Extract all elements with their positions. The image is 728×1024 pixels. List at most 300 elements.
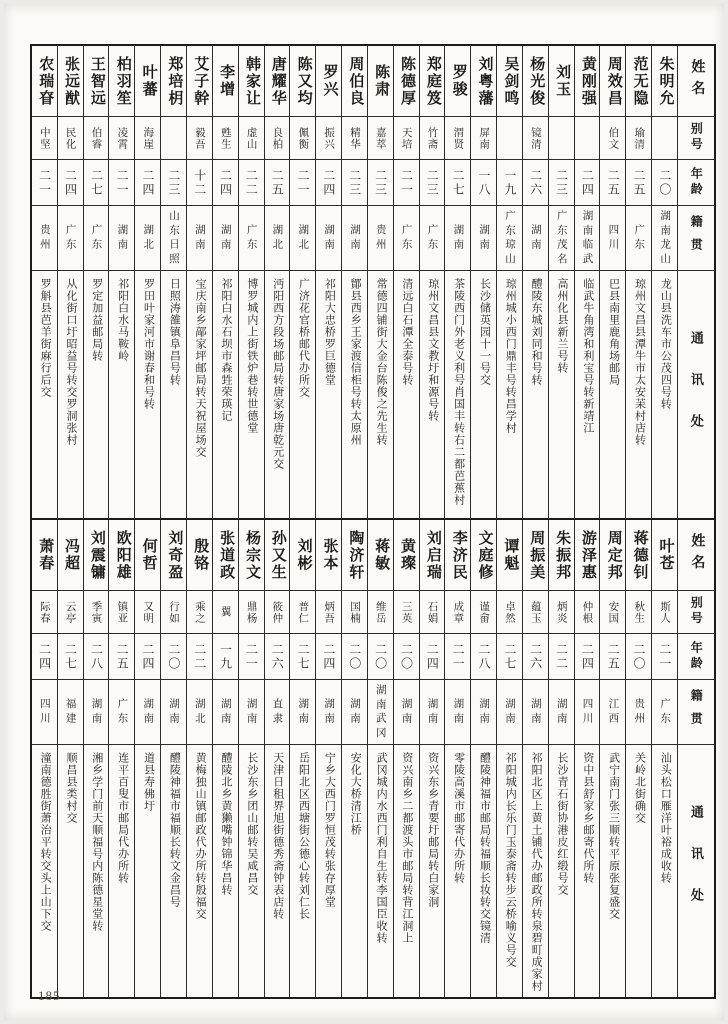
entry-address-cell <box>549 744 574 997</box>
entry-address-cell <box>316 744 341 997</box>
entry-address-cell <box>213 270 238 523</box>
entry-name-cell <box>445 520 470 590</box>
entry-age-cell <box>420 633 445 679</box>
entry-name-cell <box>187 46 212 116</box>
entry-native: 湖南 <box>168 697 180 727</box>
entry-alias-cell <box>368 590 393 633</box>
entry-native-cell <box>600 679 625 744</box>
entry-column <box>625 520 651 997</box>
entry-age-cell <box>342 633 367 679</box>
entry-alias-cell <box>471 590 496 633</box>
entry-name: 农瑞眘 <box>37 55 54 107</box>
column-header-alias-cell <box>678 590 714 633</box>
entry-native: 四川 <box>581 697 593 727</box>
entry-name-cell <box>135 46 160 116</box>
entry-alias-cell <box>213 116 238 159</box>
column-header-native-cell <box>678 205 714 270</box>
entry-age: 二四 <box>63 168 78 197</box>
entry-column <box>341 46 367 523</box>
entry-alias-cell <box>58 116 83 159</box>
column-header-native-cell <box>678 679 714 744</box>
entry-native: 湖南 <box>555 697 567 727</box>
entry-age: 二七 <box>89 168 104 197</box>
entry-native-cell <box>239 205 264 270</box>
entry-age: 二七 <box>296 642 311 671</box>
entry-native: 广东 <box>633 223 645 253</box>
entry-native-cell <box>290 679 315 744</box>
entry-age: 二三 <box>166 168 181 197</box>
entry-column <box>574 46 600 523</box>
entry-name-cell <box>445 46 470 116</box>
entry-native-cell <box>290 205 315 270</box>
entry-age-cell <box>497 159 522 205</box>
entry-address-cell <box>32 744 57 997</box>
entry-native-cell <box>626 679 651 744</box>
entry-address: 武宁南门张三顺转平原张复盛交 <box>607 752 620 920</box>
column-header-alias: 别号 <box>689 122 704 154</box>
entry-name: 唐耀华 <box>269 55 286 107</box>
directory-table-2 <box>30 518 716 999</box>
entry-name: 萧春 <box>37 538 54 572</box>
entry-name-cell <box>368 46 393 116</box>
entry-address-cell <box>497 270 522 523</box>
entry-age: 二一 <box>399 168 414 197</box>
entry-alias-cell <box>342 116 367 159</box>
entry-address: 关岭北街确交 <box>633 752 646 824</box>
column-header-age: 年龄 <box>689 166 704 199</box>
entry-address-cell <box>109 744 134 997</box>
entry-age: 十二 <box>192 168 207 197</box>
entry-age-cell <box>213 159 238 205</box>
entry-column <box>651 46 677 523</box>
entry-native-cell <box>652 679 677 744</box>
entry-address: 长沙储英园十一号交 <box>478 278 491 386</box>
entry-column <box>496 520 522 997</box>
entry-address-cell <box>316 270 341 523</box>
entry-address: 连平百叟市邮局代办所转 <box>116 752 129 884</box>
entry-native: 湖南临武 <box>581 209 593 267</box>
entry-column <box>548 46 574 523</box>
entry-name: 游泽惠 <box>579 529 596 581</box>
entry-alias: 秋生 <box>633 600 645 624</box>
entry-name: 殷铬 <box>192 538 209 572</box>
entry-age-cell <box>626 159 651 205</box>
entry-native: 湖南 <box>400 697 412 727</box>
entry-alias-cell <box>368 116 393 159</box>
entry-column <box>160 520 186 997</box>
entry-name: 冯超 <box>63 538 80 572</box>
entry-alias: 云亭 <box>64 600 76 624</box>
entry-alias: 鼎杨 <box>245 600 257 624</box>
entry-native-cell <box>32 205 57 270</box>
entry-age-cell <box>600 633 625 679</box>
entry-address-cell <box>265 744 290 997</box>
entry-alias-cell <box>394 590 419 633</box>
entry-name: 陶济轩 <box>347 529 364 581</box>
entry-alias: 嘉萃 <box>374 126 386 150</box>
entry-native: 湖南 <box>90 697 102 727</box>
entry-column <box>444 46 470 523</box>
entry-column <box>108 46 134 523</box>
entry-alias-cell <box>84 116 109 159</box>
entry-address: 天津日租界旭街德秀斋钟表店转 <box>271 752 284 920</box>
entry-alias-cell <box>652 116 677 159</box>
entry-native: 湖南 <box>219 223 231 253</box>
entry-name-cell <box>239 520 264 590</box>
entry-alias: 渭贤 <box>452 126 464 150</box>
entry-alias-cell <box>187 590 212 633</box>
entry-column <box>548 520 574 997</box>
entry-name-cell <box>626 520 651 590</box>
entry-native-cell <box>187 205 212 270</box>
entry-address-cell <box>342 744 367 997</box>
entry-address-cell <box>420 744 445 997</box>
entry-address-cell <box>239 270 264 523</box>
entry-native-cell <box>549 679 574 744</box>
entry-name-cell <box>290 46 315 116</box>
entry-name-cell <box>626 46 651 116</box>
entry-alias: 瑜清 <box>633 126 645 150</box>
entry-name-cell <box>549 46 574 116</box>
entry-address: 日照涛雒镇阜昌号转 <box>168 278 181 386</box>
entry-age-cell <box>626 633 651 679</box>
entry-alias-cell <box>600 590 625 633</box>
entry-address: 零陵高溪市邮寄代办所转 <box>452 752 465 884</box>
entry-age-cell <box>265 159 290 205</box>
entry-alias-cell <box>575 590 600 633</box>
entry-alias-cell <box>58 590 83 633</box>
entry-name-cell <box>342 46 367 116</box>
entry-alias: 甦生 <box>219 126 231 150</box>
entry-age-cell <box>471 633 496 679</box>
entry-address-cell <box>394 270 419 523</box>
entry-alias: 普仁 <box>297 600 309 624</box>
entry-alias: 伯睿 <box>90 126 102 150</box>
entry-age: 二六 <box>528 642 543 671</box>
entry-alias-cell <box>135 590 160 633</box>
entry-native: 广东 <box>116 697 128 727</box>
entry-native: 湖南 <box>245 697 257 727</box>
entry-address: 醴陵神福市福顺长转文金昌号 <box>168 752 181 908</box>
column-header-name-cell <box>678 520 714 590</box>
entry-alias: 屏南 <box>478 126 490 150</box>
entry-native: 广东 <box>64 223 76 253</box>
entry-age-cell <box>135 633 160 679</box>
entry-alias-cell <box>161 116 186 159</box>
entry-alias-cell <box>239 590 264 633</box>
entry-name: 刘彬 <box>295 538 312 572</box>
entry-native: 贵州 <box>374 223 386 253</box>
entry-name: 刘玉 <box>554 64 571 98</box>
entry-alias: 国楠 <box>348 600 360 624</box>
entry-age: 二七 <box>63 642 78 671</box>
entry-age-cell <box>394 159 419 205</box>
entry-alias: 精华 <box>348 126 360 150</box>
column-header-alias-cell <box>678 116 714 159</box>
entry-column <box>599 46 625 523</box>
entry-column <box>625 46 651 523</box>
entry-address: 醴陵北乡黄獭嘴钟锦华昌转 <box>220 752 232 896</box>
entry-column <box>238 46 264 523</box>
entry-age: 二一 <box>451 642 466 671</box>
entry-alias-cell <box>342 590 367 633</box>
entry-address: 湘乡学门前天顺福号内陈德星堂转 <box>90 752 103 932</box>
column-header-name: 姓名 <box>689 59 705 103</box>
entry-native: 湖北 <box>297 223 309 253</box>
entry-age: 二二 <box>244 168 259 197</box>
entry-name: 蒋德钊 <box>631 529 648 581</box>
entry-name-cell <box>471 46 496 116</box>
entry-alias-cell <box>265 590 290 633</box>
entry-native-cell <box>109 679 134 744</box>
entry-alias: 民化 <box>64 126 76 150</box>
entry-age-cell <box>32 159 57 205</box>
entry-column <box>212 46 238 523</box>
entry-name: 何哲 <box>140 538 157 572</box>
entry-alias: 炳吾 <box>323 600 335 624</box>
entry-name-cell <box>497 46 522 116</box>
entry-name-cell <box>187 520 212 590</box>
entry-name: 郑庭笈 <box>424 55 441 107</box>
entry-column <box>32 520 57 997</box>
column-header-address-cell <box>678 744 714 990</box>
entry-address: 资中县舒家乡邮寄代所转 <box>581 752 594 884</box>
entry-native: 湖南武冈 <box>374 683 386 741</box>
entry-native: 湖南 <box>297 697 309 727</box>
entry-alias: 虚山 <box>245 126 257 150</box>
entry-name-cell <box>575 520 600 590</box>
entry-address-cell <box>420 270 445 523</box>
entry-native-cell <box>394 205 419 270</box>
entry-age-cell <box>109 159 134 205</box>
entry-address: 宁乡大西门罗恒茂转张存厚堂 <box>323 752 336 908</box>
entry-address-cell <box>652 744 677 997</box>
entry-address: 琼州文昌县文教圩和源号转 <box>426 278 439 422</box>
entry-address: 茶陵西门外老义利号肖国丰转右二都芭蕉村 <box>452 278 465 506</box>
entry-alias: 谨畲 <box>478 600 490 624</box>
entry-address: 黄梅独山镇邮政代办所转殷福交 <box>194 752 207 920</box>
entry-name-cell <box>58 46 83 116</box>
entry-name-cell <box>109 46 134 116</box>
entry-age-cell <box>161 633 186 679</box>
entry-name-cell <box>213 520 238 590</box>
entry-native: 湖南 <box>478 697 490 727</box>
entry-native-cell <box>109 205 134 270</box>
entry-age: 二八 <box>89 642 104 671</box>
entry-address-cell <box>471 270 496 523</box>
entry-name-cell <box>58 520 83 590</box>
entry-address-cell <box>161 270 186 523</box>
entry-column <box>32 46 57 523</box>
entry-alias-cell <box>523 116 548 159</box>
entry-alias-cell <box>445 590 470 633</box>
entry-age-cell <box>394 633 419 679</box>
entry-native: 湖南 <box>529 697 541 727</box>
entry-native: 湖南 <box>348 223 360 253</box>
entry-alias: 凌霄 <box>116 126 128 150</box>
entry-age-cell <box>368 633 393 679</box>
entry-address-cell <box>290 270 315 523</box>
header-column <box>677 46 714 523</box>
entry-native: 湖南 <box>193 223 205 253</box>
entry-column <box>160 46 186 523</box>
column-header-age-cell <box>678 633 714 679</box>
entry-column <box>315 46 341 523</box>
entry-name-cell <box>109 520 134 590</box>
entry-alias: 炳炎 <box>555 600 567 624</box>
entry-native-cell <box>600 205 625 270</box>
entry-age: 二三 <box>554 168 569 197</box>
entry-address-cell <box>135 744 160 997</box>
column-header-alias: 别号 <box>689 596 704 628</box>
entry-address-cell <box>265 270 290 523</box>
entry-name: 刘启瑞 <box>424 529 441 581</box>
entry-alias-cell <box>445 116 470 159</box>
entry-name-cell <box>161 520 186 590</box>
entry-column <box>522 46 548 523</box>
entry-name: 叶蕃 <box>140 64 157 98</box>
column-header-name: 姓名 <box>689 533 705 577</box>
entry-name: 谭魁 <box>502 538 519 572</box>
entry-native-cell <box>342 205 367 270</box>
entry-age-cell <box>575 159 600 205</box>
entry-column <box>186 46 212 523</box>
entry-name-cell <box>471 520 496 590</box>
entry-alias-cell <box>575 116 600 159</box>
entry-age: 二一 <box>37 168 52 197</box>
entry-column <box>393 46 419 523</box>
entry-native: 江西 <box>607 697 619 727</box>
entry-name-cell <box>652 520 677 590</box>
entry-address: 常德四铺街大金台陈俊之先生转 <box>375 278 388 446</box>
entry-native-cell <box>549 205 574 270</box>
entry-alias: 安国 <box>607 600 619 624</box>
entry-alias: 良柏 <box>271 126 283 150</box>
entry-native: 湖南 <box>452 223 464 253</box>
entry-alias-cell <box>497 116 522 159</box>
entry-name: 刘奇盈 <box>166 529 183 581</box>
entry-address: 祁阳白水马鞍岭 <box>116 278 129 362</box>
entry-name: 文庭修 <box>476 529 493 581</box>
entry-alias: 石娟 <box>426 600 438 624</box>
entry-column <box>57 46 83 523</box>
entry-age-cell <box>549 159 574 205</box>
entry-column <box>496 46 522 523</box>
header-column <box>677 520 714 997</box>
entry-native-cell <box>420 679 445 744</box>
column-header-address: 通讯处 <box>688 331 704 456</box>
entry-age-cell <box>187 159 212 205</box>
entry-alias: 天培 <box>400 126 412 150</box>
entry-native: 广东 <box>400 223 412 253</box>
entry-address: 祁阳大忠桥罗巨德堂 <box>323 278 336 386</box>
entry-native-cell <box>187 679 212 744</box>
entry-name: 吴剑鸣 <box>502 55 519 107</box>
entry-address-cell <box>161 744 186 997</box>
entry-age-cell <box>58 159 83 205</box>
entry-alias: 筱仲 <box>271 600 283 624</box>
entry-alias-cell <box>109 590 134 633</box>
entry-alias-cell <box>135 116 160 159</box>
entry-alias: 季寅 <box>90 600 102 624</box>
entry-address-cell <box>58 270 83 523</box>
entry-age: 二一 <box>115 168 130 197</box>
entry-alias: 行如 <box>168 600 180 624</box>
entry-age: 二三 <box>425 168 440 197</box>
entry-address: 博罗城内上街铁炉巷转世德堂 <box>245 278 258 434</box>
entry-column <box>83 520 109 997</box>
entry-age: 二〇 <box>657 168 672 197</box>
entry-alias: 斯人 <box>659 600 671 624</box>
entry-address-cell <box>342 270 367 523</box>
entry-name-cell <box>342 520 367 590</box>
entry-age-cell <box>84 633 109 679</box>
entry-alias-cell <box>290 590 315 633</box>
entry-native-cell <box>342 679 367 744</box>
entry-address: 长沙东乡团山邮转吴咸昌交 <box>245 752 258 896</box>
entry-name-cell <box>420 46 445 116</box>
entry-address-cell <box>523 270 548 523</box>
entry-alias: 成章 <box>452 600 464 624</box>
entry-address-cell <box>58 744 83 997</box>
entry-address-cell <box>187 744 212 997</box>
entry-age-cell <box>84 159 109 205</box>
entry-name-cell <box>523 520 548 590</box>
entry-name-cell <box>265 46 290 116</box>
entry-name-cell <box>316 46 341 116</box>
entry-alias-cell <box>626 116 651 159</box>
entry-age: 二四 <box>580 168 595 197</box>
entry-age: 二四 <box>425 642 440 671</box>
entry-native: 广东琼山 <box>504 209 516 267</box>
entry-age-cell <box>471 159 496 205</box>
entry-alias-cell <box>32 116 57 159</box>
entry-age: 二二 <box>554 642 569 671</box>
entry-address: 琼州文昌县潭牛市太安苿村店转 <box>633 278 646 446</box>
entry-column <box>83 46 109 523</box>
entry-name: 韩家让 <box>243 55 260 107</box>
entry-name-cell <box>600 46 625 116</box>
entry-age-cell <box>316 159 341 205</box>
entry-address-cell <box>600 744 625 997</box>
entry-alias: 仲根 <box>581 600 593 624</box>
entry-native-cell <box>213 205 238 270</box>
entry-native-cell <box>161 679 186 744</box>
entry-age: 二七 <box>451 168 466 197</box>
entry-column <box>522 520 548 997</box>
entry-age-cell <box>316 633 341 679</box>
entry-name: 郑培枂 <box>166 55 183 107</box>
entry-alias-cell <box>549 590 574 633</box>
entry-address-cell <box>549 270 574 523</box>
entry-native-cell <box>497 679 522 744</box>
entry-alias: 卓然 <box>504 600 516 624</box>
entry-address-cell <box>187 270 212 523</box>
entry-address-cell <box>471 744 496 997</box>
entry-age-cell <box>187 633 212 679</box>
entry-age-cell <box>368 159 393 205</box>
entry-column <box>574 520 600 997</box>
entry-age-cell <box>239 159 264 205</box>
entry-native: 贵州 <box>38 223 50 253</box>
entry-native-cell <box>265 205 290 270</box>
entry-native-cell <box>626 205 651 270</box>
entry-column <box>419 46 445 523</box>
entry-age-cell <box>342 159 367 205</box>
entry-name: 李济民 <box>450 529 467 581</box>
entry-name-cell <box>394 46 419 116</box>
entry-age-cell <box>58 633 83 679</box>
